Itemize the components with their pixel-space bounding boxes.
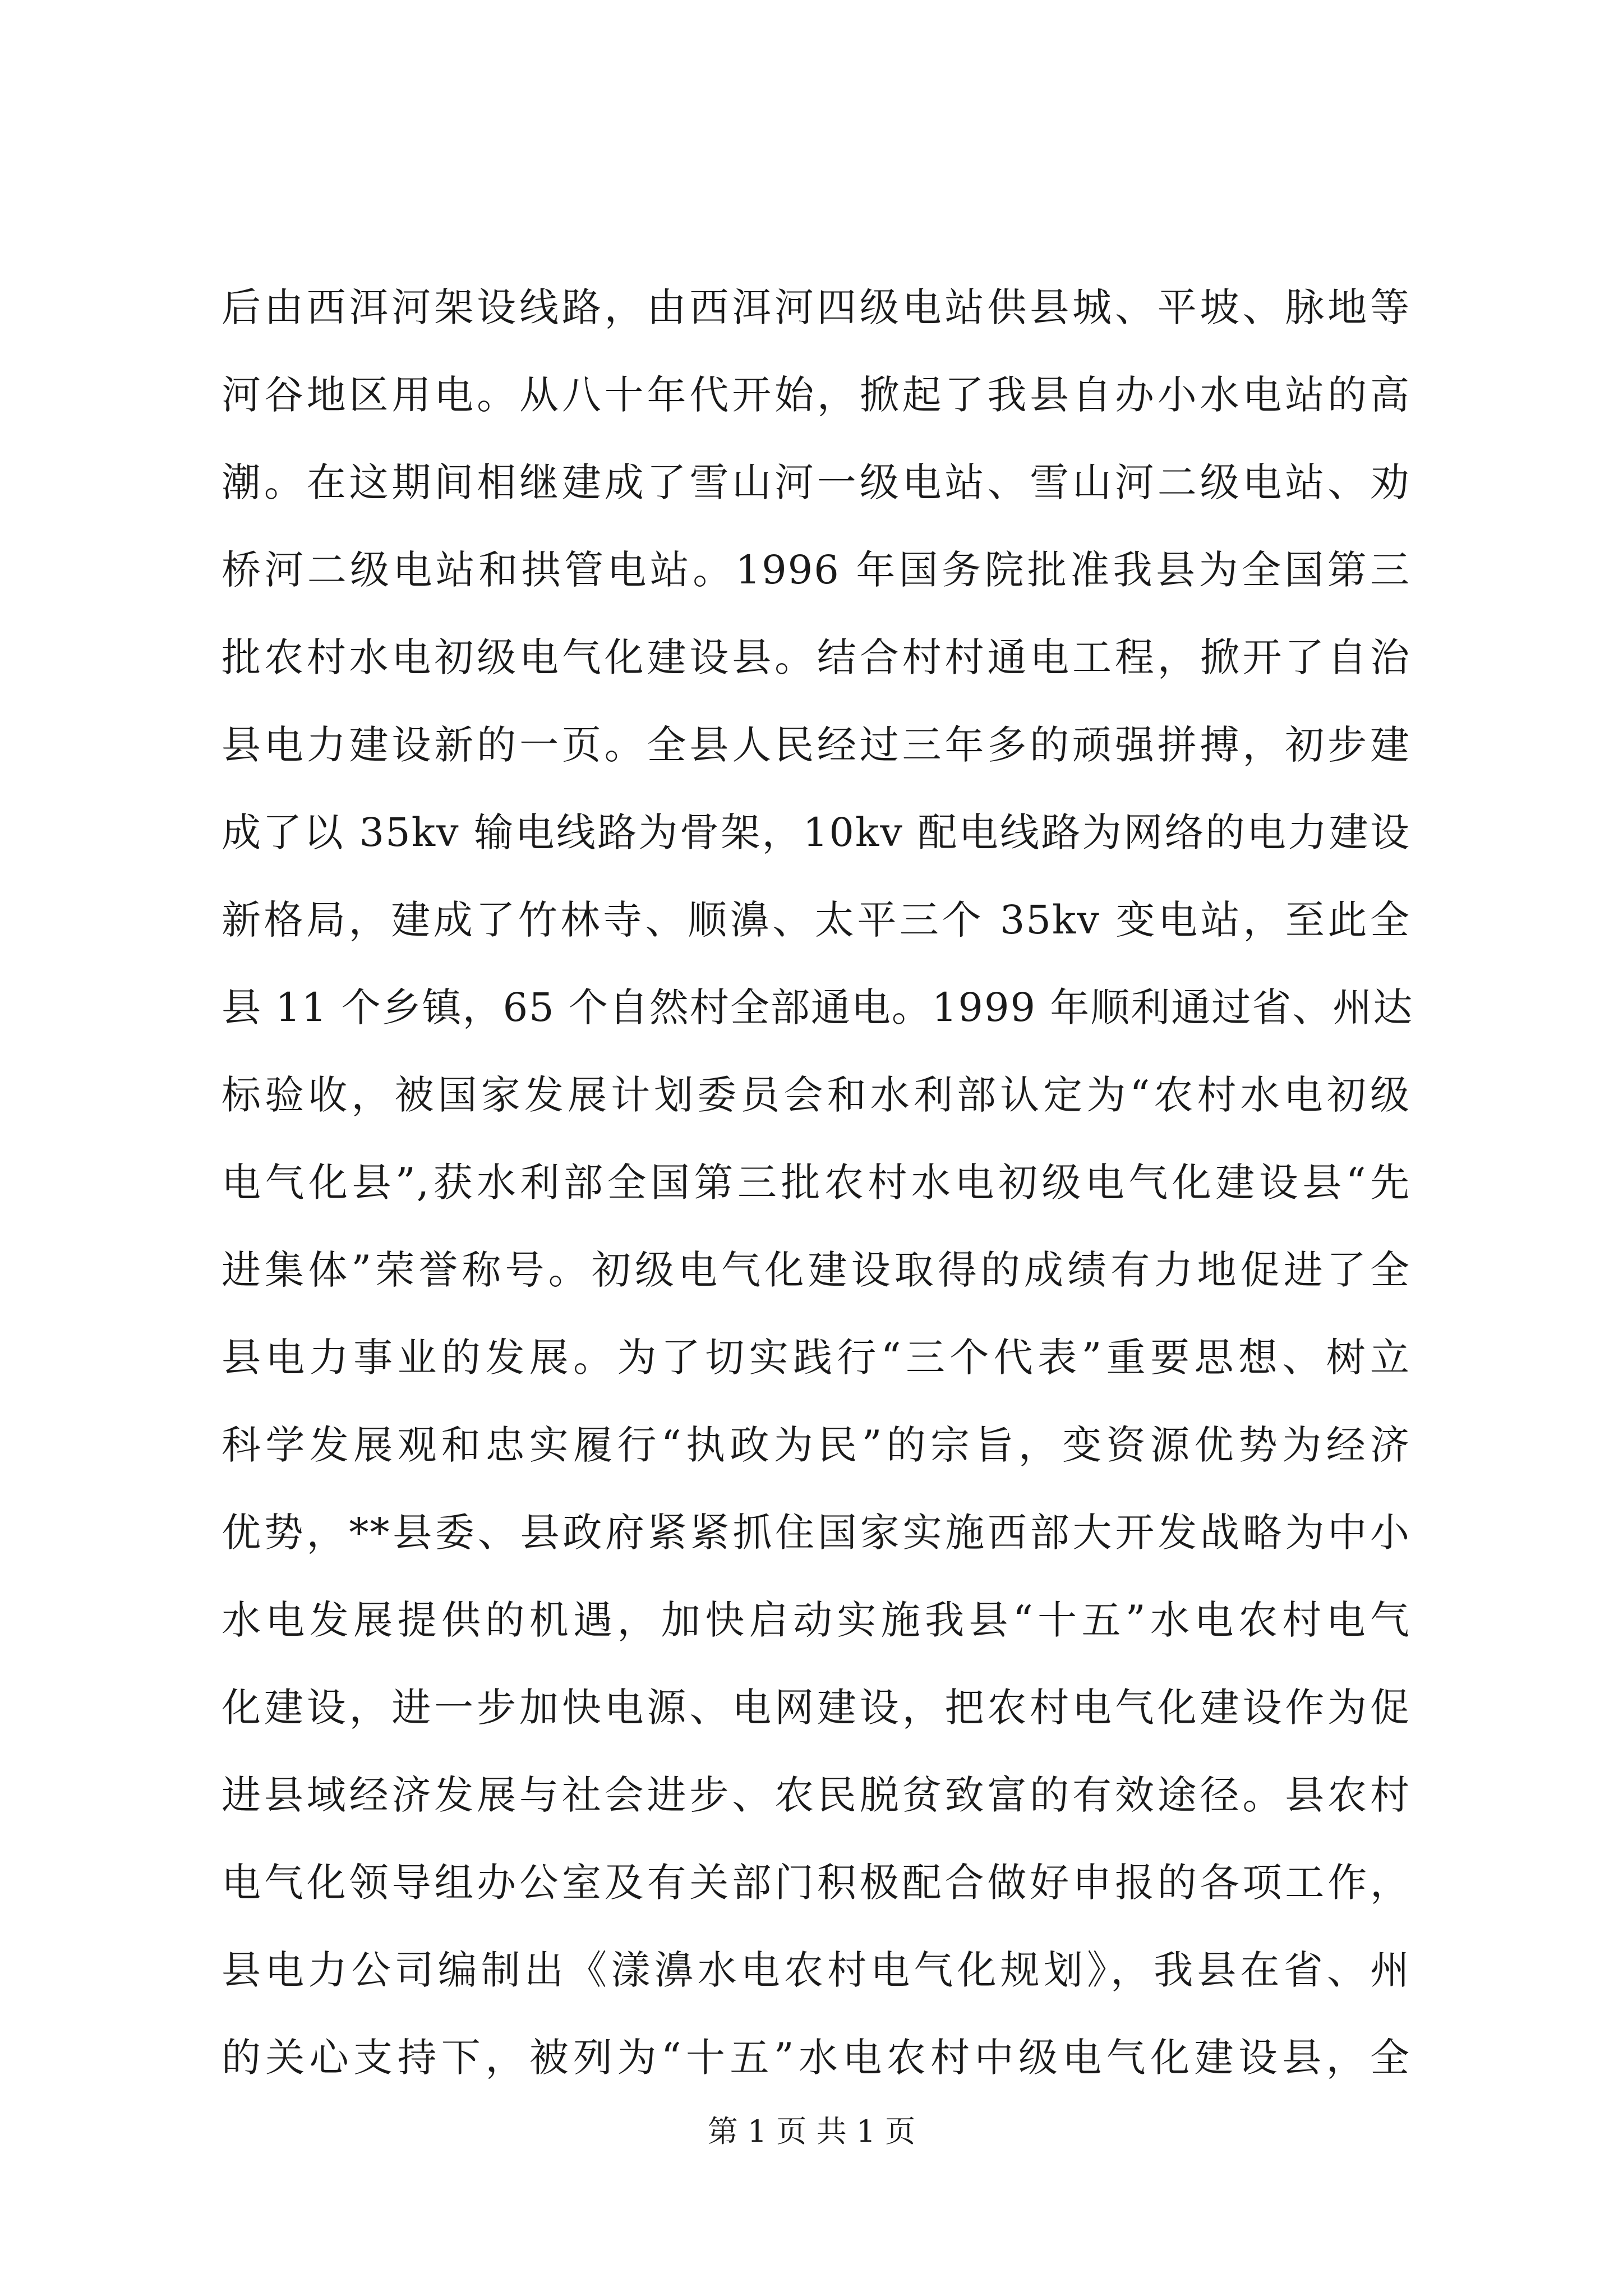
text-line: 潮。在这期间相继建成了雪山河一级电站、雪山河二级电站、劝 bbox=[222, 459, 1410, 505]
text-line: 县 11 个乡镇，65 个自然村全部通电。1999 年顺利通过省、州达 bbox=[222, 984, 1414, 1030]
text-line: 化建设，进一步加快电源、电网建设，把农村电气化建设作为促 bbox=[222, 1685, 1410, 1731]
page-footer bbox=[0, 2109, 1623, 2154]
text-line: 新格局，建成了竹林寺、顺濞、太平三个 35kv 变电站，至此全 bbox=[222, 897, 1410, 943]
page-number-label: 第 1 页 共 1 页 bbox=[707, 2114, 916, 2149]
text-line: 河谷地区用电。从八十年代开始，掀起了我县自办小水电站的高 bbox=[222, 372, 1410, 418]
body-text bbox=[222, 264, 1414, 2101]
text-line: 县电力公司编制出《漾濞水电农村电气化规划》，我县在省、州 bbox=[222, 1947, 1410, 1993]
text-line: 科学发展观和忠实履行“执政为民”的宗旨，变资源优势为经济 bbox=[222, 1422, 1410, 1468]
text-line: 优势，**县委、县政府紧紧抓住国家实施西部大开发战略为中小 bbox=[222, 1510, 1410, 1556]
text-line: 进县域经济发展与社会进步、农民脱贫致富的有效途径。县农村 bbox=[222, 1772, 1410, 1818]
text-line: 成了以 35kv 输电线路为骨架，10kv 配电线路为网络的电力建设 bbox=[222, 809, 1410, 855]
text-line: 的关心支持下，被列为“十五”水电农村中级电气化建设县，全 bbox=[222, 2035, 1410, 2081]
text-line: 电气化县”,获水利部全国第三批农村水电初级电气化建设县“先 bbox=[222, 1159, 1410, 1205]
text-line: 县电力建设新的一页。全县人民经过三年多的顽强拼搏，初步建 bbox=[222, 722, 1410, 768]
text-line: 县电力事业的发展。为了切实践行“三个代表”重要思想、树立 bbox=[222, 1335, 1410, 1381]
text-line: 批农村水电初级电气化建设县。结合村村通电工程，掀开了自治 bbox=[222, 634, 1410, 680]
text-line: 桥河二级电站和拱管电站。1996 年国务院批准我县为全国第三 bbox=[222, 547, 1410, 593]
text-line: 电气化领导组办公室及有关部门积极配合做好申报的各项工作， bbox=[222, 1860, 1410, 1906]
text-line: 水电发展提供的机遇，加快启动实施我县“十五”水电农村电气 bbox=[222, 1597, 1410, 1643]
text-line: 进集体”荣誉称号。初级电气化建设取得的成绩有力地促进了全 bbox=[222, 1247, 1410, 1293]
text-line: 标验收，被国家发展计划委员会和水利部认定为“农村水电初级 bbox=[222, 1072, 1410, 1118]
text-line: 后由西洱河架设线路，由西洱河四级电站供县城、平坡、脉地等 bbox=[222, 284, 1410, 330]
